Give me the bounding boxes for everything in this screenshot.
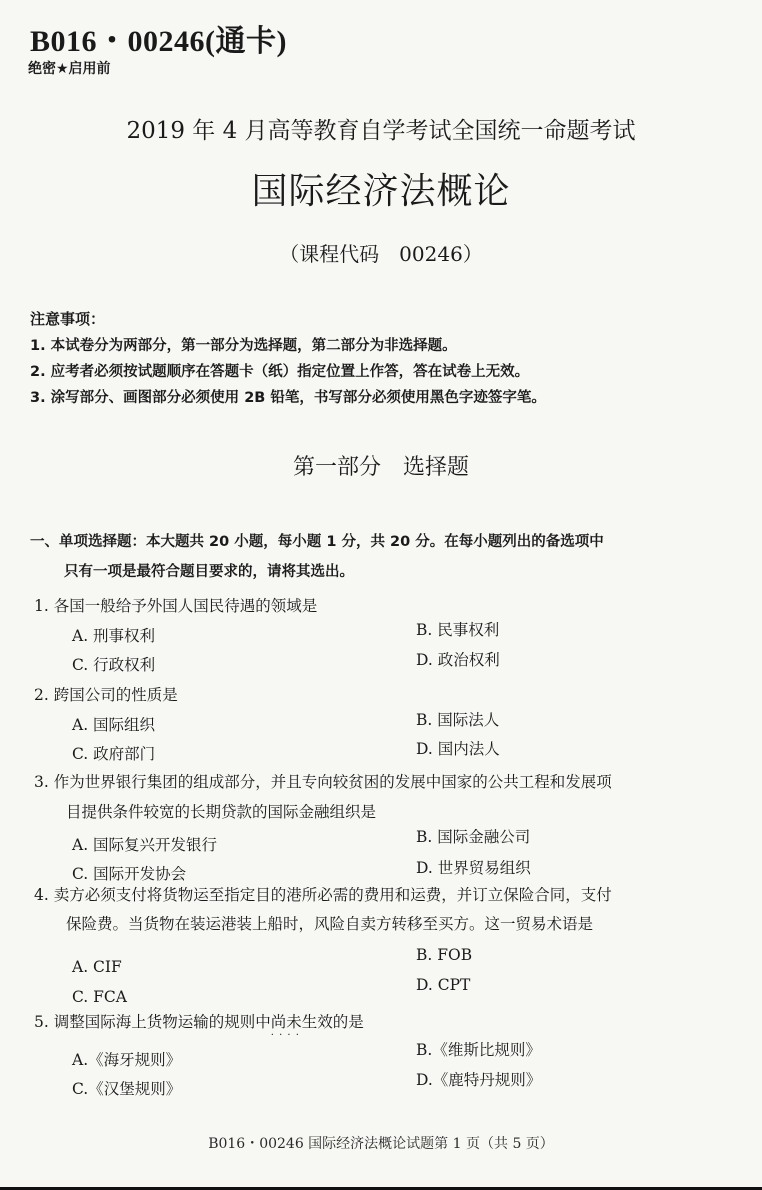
option-b: B. 民事权利: [416, 621, 500, 639]
question-stem-pre: 5. 调整国际海上货物运输的规则中: [34, 1013, 271, 1031]
question-stem: 3. 作为世界银行集团的组成部分，并且专向较贫困的发展中国家的公共工程和发展项: [34, 773, 612, 791]
notice-heading: 注意事项：: [30, 310, 106, 328]
option-c: C. FCA: [72, 988, 127, 1006]
paper-code: B016・00246(通卡): [30, 25, 287, 58]
option-a: A. 刑事权利: [72, 627, 156, 645]
option-d: D. 国内法人: [416, 740, 500, 758]
option-d: D. 政治权利: [416, 651, 500, 669]
option-a: A. 国际组织: [72, 716, 156, 734]
option-c: C. 政府部门: [72, 745, 156, 763]
option-b: B. 国际金融公司: [416, 828, 531, 846]
question-stem: 4. 卖方必须支付将货物运至指定目的港所必需的费用和运费，并订立保险合同，支付: [34, 886, 612, 904]
question-stem: 2. 跨国公司的性质是: [34, 686, 178, 704]
question-stem-post: 的是: [332, 1013, 364, 1031]
section-heading: 一、单项选择题：本大题共 20 小题，每小题 1 分，共 20 分。在每小题列出的备选项中: [30, 534, 604, 550]
question-stem: 1. 各国一般给予外国人国民待遇的领域是: [34, 597, 318, 615]
option-a: A.《海牙规则》: [72, 1051, 182, 1069]
option-d: D. 世界贸易组织: [416, 859, 531, 877]
part-title: 第一部分 选择题: [292, 455, 469, 480]
option-c: C. 国际开发协会: [72, 865, 187, 883]
option-b: B.《维斯比规则》: [416, 1041, 541, 1059]
page-footer: B016・00246 国际经济法概论试题第 1 页（共 5 页）: [208, 1136, 554, 1152]
emphasized-text: 尚未生效 · · · ·: [271, 1013, 333, 1031]
question-stem: [34, 1010, 364, 1032]
option-d: D. CPT: [416, 976, 471, 994]
option-c: C.《汉堡规则》: [72, 1080, 182, 1098]
option-b: B. 国际法人: [416, 711, 500, 729]
option-a: A. CIF: [72, 958, 122, 976]
option-a: A. 国际复兴开发银行: [72, 836, 218, 854]
question-stem-cont: 保险费。当货物在装运港装上船时，风险自卖方转移至买方。这一贸易术语是: [66, 915, 594, 933]
subject-title: 国际经济法概论: [251, 171, 511, 212]
course-code: （课程代码 00246）: [279, 242, 483, 266]
option-c: C. 行政权利: [72, 656, 156, 674]
option-d: D.《鹿特丹规则》: [416, 1071, 542, 1089]
notice-item: 1. 本试卷分为两部分，第一部分为选择题，第二部分为非选择题。: [30, 338, 457, 354]
notice-item: 2. 应考者必须按试题顺序在答题卡（纸）指定位置上作答，答在试卷上无效。: [30, 364, 530, 380]
notice-item: 3. 涂写部分、画图部分必须使用 2B 铅笔，书写部分必须使用黑色字迹签字笔。: [30, 390, 546, 406]
confidential-label: 绝密★启用前: [28, 61, 111, 77]
section-heading-cont: 只有一项是最符合题目要求的，请将其选出。: [64, 564, 354, 580]
option-b: B. FOB: [416, 946, 473, 964]
exam-title: 2019 年 4 月高等教育自学考试全国统一命题考试: [126, 118, 636, 144]
question-stem-cont: 目提供条件较宽的长期贷款的国际金融组织是: [66, 803, 377, 821]
